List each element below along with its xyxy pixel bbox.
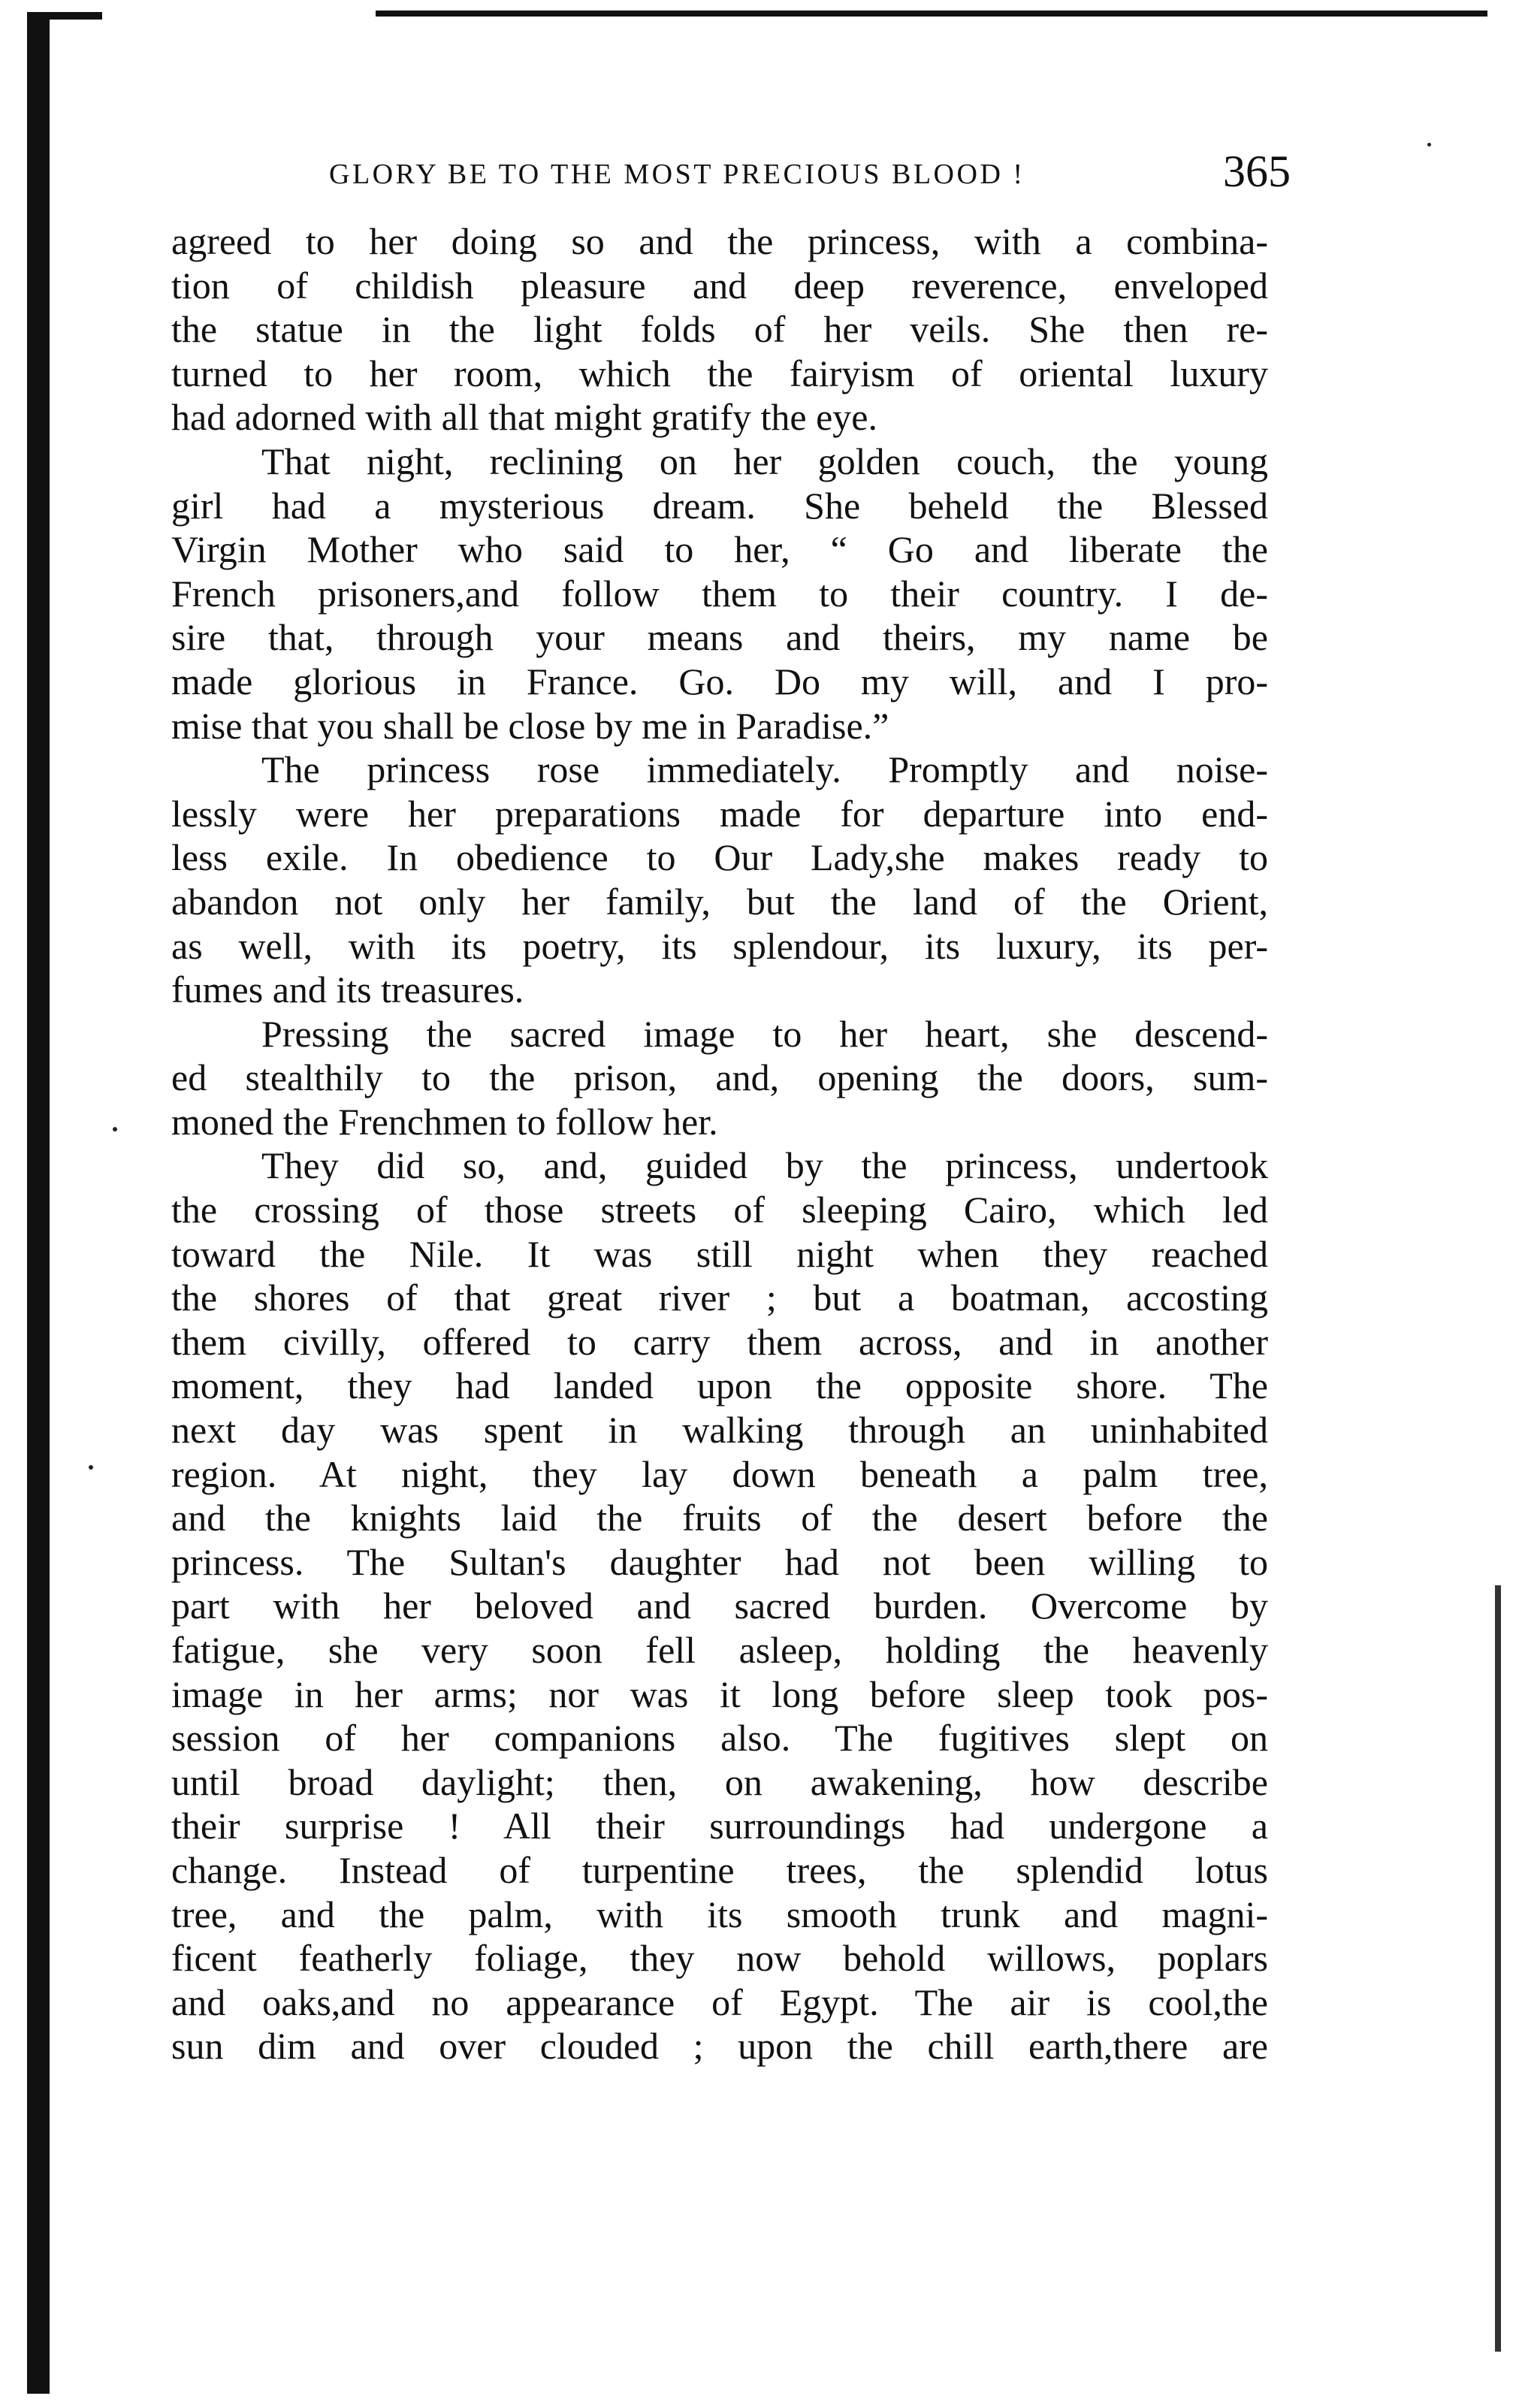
scan-border-right xyxy=(1495,1585,1501,2352)
text-line: until broad daylight; then, on awakening, how describe xyxy=(171,1760,1268,1803)
text-line: region. At night, they lay down beneath a palm tree, xyxy=(171,1452,1268,1495)
text-line: Pressing the sacred image to her heart, she descend- xyxy=(261,1012,1268,1055)
text-line: toward the Nile. It was still night when they reached xyxy=(171,1232,1268,1275)
text-line: princess. The Sultan's daughter had not been willing to xyxy=(171,1540,1268,1583)
text-line: their surprise ! All their surroundings had undergone a xyxy=(171,1805,1268,1848)
text-line: change. Instead of turpentine trees, the splendid lotus xyxy=(171,1848,1268,1891)
text-line: moned the Frenchmen to follow her. xyxy=(171,1100,718,1143)
running-title: GLORY BE TO THE MOST PRECIOUS BLOOD ! xyxy=(329,159,1025,190)
text-line: French prisoners,and follow them to their country. I de- xyxy=(171,572,1268,615)
scan-border-top-left xyxy=(27,12,102,20)
text-line: sire that, through your means and theirs, my name be xyxy=(171,616,1268,659)
scan-speck xyxy=(113,1127,117,1131)
running-header xyxy=(329,143,1298,210)
text-line: Virgin Mother who said to her, “ Go and liberate the xyxy=(171,528,1268,571)
text-line: them civilly, offered to carry them across, and in another xyxy=(171,1320,1268,1363)
text-line: ed stealthily to the prison, and, opening the doors, sum- xyxy=(171,1056,1268,1099)
text-line: fumes and its treasures. xyxy=(171,968,524,1011)
text-line: tion of childish pleasure and deep reverence, enveloped xyxy=(171,264,1268,307)
text-line: abandon not only her family, but the land of the Orient, xyxy=(171,880,1268,923)
text-line: fatigue, she very soon fell asleep, holding the heavenly xyxy=(171,1629,1268,1671)
text-line: ficent featherly foliage, they now behold willows, poplars xyxy=(171,1937,1268,1980)
scan-border-top-right xyxy=(376,11,1487,17)
scan-speck xyxy=(89,1465,93,1470)
text-line: part with her beloved and sacred burden. Overcome by xyxy=(171,1585,1268,1627)
text-line: They did so, and, guided by the princess, undertook xyxy=(261,1144,1268,1187)
text-line: and oaks,and no appearance of Egypt. The air is cool,the xyxy=(171,1980,1268,2023)
text-line: tree, and the palm, with its smooth trunk and magni- xyxy=(171,1893,1268,1935)
text-line: image in her arms; nor was it long before sleep took pos- xyxy=(171,1672,1268,1715)
text-line: agreed to her doing so and the princess, with a combina- xyxy=(171,220,1268,262)
text-line: the statue in the light folds of her veils. She then re- xyxy=(171,308,1268,351)
text-line: The princess rose immediately. Promptly and noise- xyxy=(261,748,1268,791)
text-line: girl had a mysterious dream. She beheld the Blessed xyxy=(171,484,1268,527)
text-line: mise that you shall be close by me in Paradise.” xyxy=(171,704,889,747)
text-line: the shores of that great river ; but a boatman, accosting xyxy=(171,1277,1268,1319)
text-line: the crossing of those streets of sleeping Cairo, which led xyxy=(171,1189,1268,1231)
text-line: had adorned with all that might gratify the eye. xyxy=(171,396,877,439)
text-line: made glorious in France. Go. Do my will, and I pro- xyxy=(171,660,1268,702)
text-line: turned to her room, which the fairyism of oriental luxury xyxy=(171,352,1268,394)
text-line: next day was spent in walking through an uninhabited xyxy=(171,1409,1268,1452)
text-line: lessly were her preparations made for departure into end- xyxy=(171,792,1268,835)
text-line: session of her companions also. The fugitives slept on xyxy=(171,1717,1268,1760)
scan-speck xyxy=(1427,143,1431,147)
page-number: 365 xyxy=(1223,147,1291,196)
text-line: moment, they had landed upon the opposite shore. The xyxy=(171,1364,1268,1407)
text-line: sun dim and over clouded ; upon the chill earth,there are xyxy=(171,2025,1268,2068)
body-text xyxy=(171,219,1268,2068)
text-line: as well, with its poetry, its splendour, its luxury, its per- xyxy=(171,924,1268,967)
text-line: That night, reclining on her golden couch, the young xyxy=(261,440,1268,482)
text-line: and the knights laid the fruits of the desert before the xyxy=(171,1497,1268,1539)
scan-border-left xyxy=(27,12,50,2394)
text-line: less exile. In obedience to Our Lady,she makes ready to xyxy=(171,836,1268,879)
